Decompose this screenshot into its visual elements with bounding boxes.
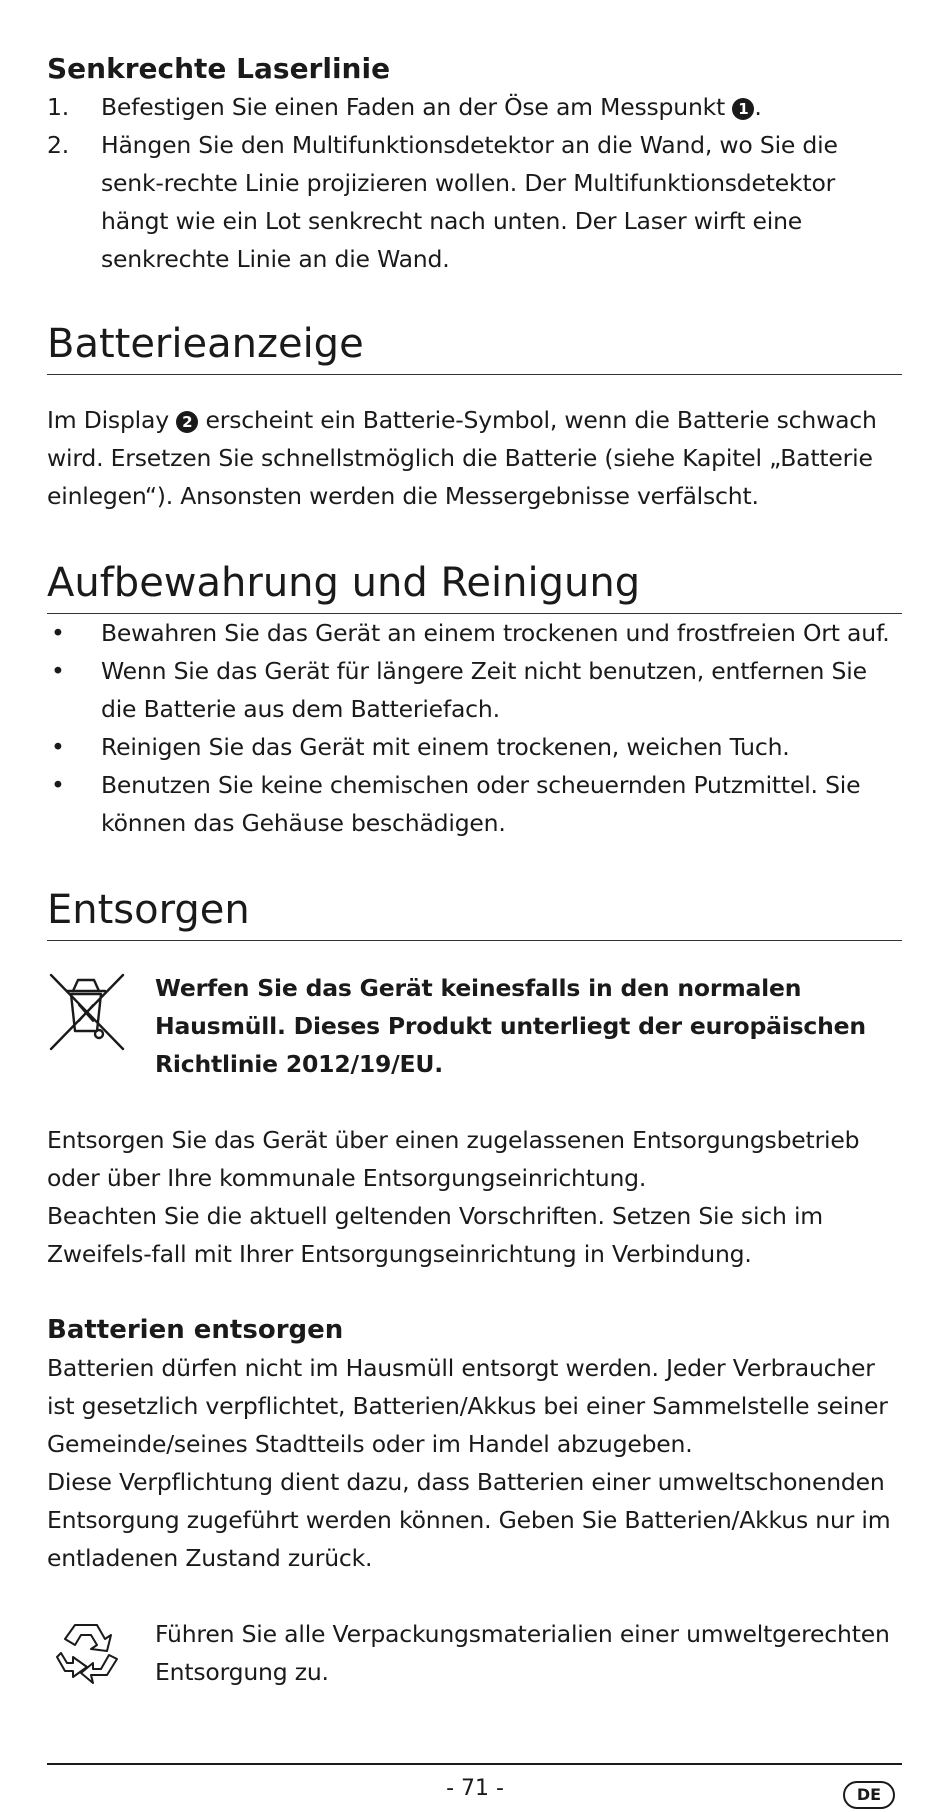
battery-display-text bbox=[47, 401, 902, 515]
laser-line-title: Senkrechte Laserlinie bbox=[47, 52, 391, 85]
battery-display-heading: Batterieanzeige bbox=[47, 318, 902, 375]
bullet-icon: • bbox=[51, 657, 65, 685]
item-text: Benutzen Sie keine chemischen oder scheuernden Putzmittel. Sie können das Gehäuse beschädigen. bbox=[101, 771, 861, 837]
footer-divider bbox=[47, 1763, 902, 1765]
list-item bbox=[47, 88, 902, 126]
marker-1-icon: 1 bbox=[732, 98, 754, 120]
item-text: Wenn Sie das Gerät für längere Zeit nicht benutzen, entfernen Sie die Batterie aus dem Batteriefach. bbox=[101, 657, 867, 723]
text-pre: Im Display bbox=[47, 406, 169, 434]
step-text-end: . bbox=[754, 93, 762, 121]
recycling-text: Führen Sie alle Verpackungsmaterialien einer umweltgerechten Entsorgung zu. bbox=[155, 1620, 890, 1686]
step-number: 2. bbox=[47, 131, 70, 159]
battery-disposal-title: Batterien entsorgen bbox=[47, 1315, 344, 1345]
bullet-icon: • bbox=[51, 733, 65, 761]
storage-list bbox=[47, 614, 902, 842]
step-text: Hängen Sie den Multifunktionsdetektor an die Wand, wo Sie die senk-rechte Linie projizieren wollen. Der Multifunktionsdetektor hängt wie ein Lot senkrecht nach unten. Der Laser wirft eine senkrechte Linie an die Wand. bbox=[101, 131, 838, 273]
step-text: Befestigen Sie einen Faden an der Öse am Messpunkt bbox=[101, 93, 726, 121]
list-item bbox=[47, 728, 902, 766]
disposal-paragraphs bbox=[47, 1121, 902, 1273]
item-text: Bewahren Sie das Gerät an einem trockenen und frostfreien Ort auf. bbox=[101, 619, 890, 647]
list-item bbox=[47, 126, 902, 278]
step-number: 1. bbox=[47, 93, 70, 121]
list-item bbox=[47, 614, 902, 652]
list-item bbox=[47, 652, 902, 728]
battery-disposal-text bbox=[47, 1349, 902, 1577]
marker-2-icon: 2 bbox=[176, 411, 198, 433]
battery-para-1: Batterien dürfen nicht im Hausmüll entsorgt werden. Jeder Verbraucher ist gesetzlich verpflichtet, Batterien/Akkus bei einer Sammelstelle seiner Gemeinde/seines Stadtteils oder im Handel abzugeben. bbox=[47, 1354, 888, 1458]
language-badge: DE bbox=[843, 1781, 895, 1809]
weee-text: Werfen Sie das Gerät keinesfalls in den normalen Hausmüll. Dieses Produkt unterliegt der europäischen Richtlinie 2012/19/EU. bbox=[155, 974, 866, 1078]
item-text: Reinigen Sie das Gerät mit einem trockenen, weichen Tuch. bbox=[101, 733, 790, 761]
bullet-icon: • bbox=[51, 771, 65, 799]
crossed-out-wheelie-bin-icon bbox=[47, 969, 155, 1083]
disposal-para-1: Entsorgen Sie das Gerät über einen zugelassenen Entsorgungsbetrieb oder über Ihre kommunale Entsorgungseinrichtung. bbox=[47, 1126, 860, 1192]
laser-steps bbox=[47, 88, 902, 278]
disposal-para-2: Beachten Sie die aktuell geltenden Vorschriften. Setzen Sie sich im Zweifels-fall mit Ihrer Entsorgungseinrichtung in Verbindung. bbox=[47, 1202, 823, 1268]
weee-notice bbox=[47, 969, 902, 1083]
disposal-heading: Entsorgen bbox=[47, 884, 902, 941]
battery-para-2: Diese Verpflichtung dient dazu, dass Batterien einer umweltschonenden Entsorgung zugeführt werden können. Geben Sie Batterien/Akkus nur im entladenen Zustand zurück. bbox=[47, 1468, 891, 1572]
text-post: erscheint ein Batterie-Symbol, wenn die Batterie schwach wird. Ersetzen Sie schnellstmöglich die Batterie (siehe Kapitel „Batterie einlegen“). Ansonsten werden die Messergebnisse verfälscht. bbox=[47, 406, 877, 510]
manual-page bbox=[47, 50, 902, 1699]
recycling-icon bbox=[47, 1615, 155, 1699]
bullet-icon: • bbox=[51, 619, 65, 647]
recycling-notice bbox=[47, 1615, 902, 1699]
storage-heading: Aufbewahrung und Reinigung bbox=[47, 557, 902, 614]
page-number: - 71 - bbox=[446, 1776, 504, 1801]
list-item bbox=[47, 766, 902, 842]
